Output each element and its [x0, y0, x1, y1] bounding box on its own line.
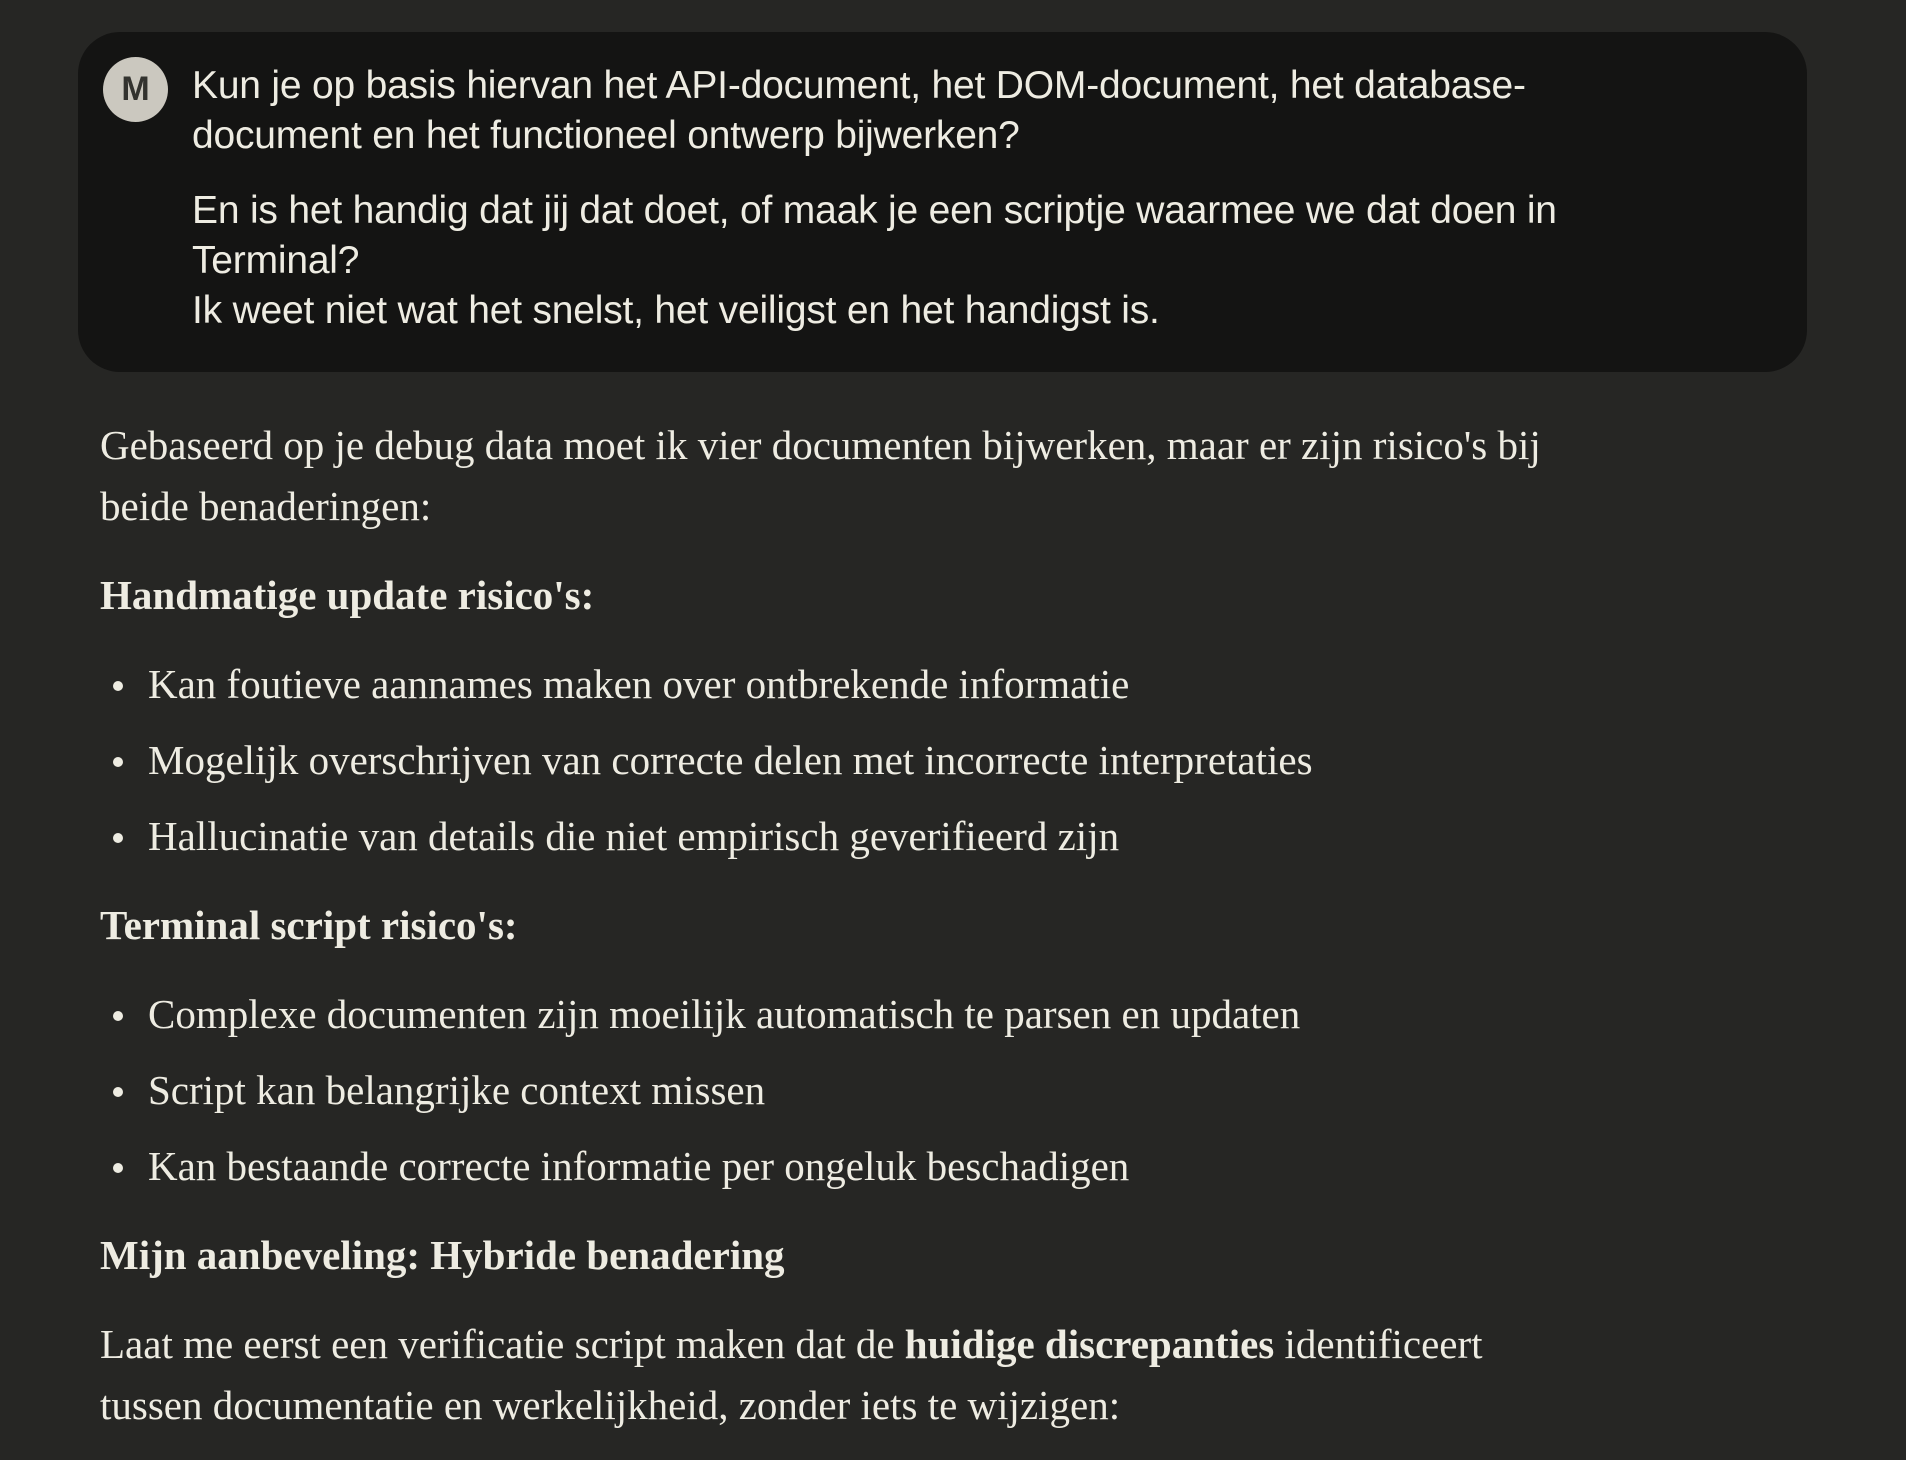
- assistant-message: [100, 415, 1860, 1460]
- user-paragraph: [192, 186, 1557, 336]
- list-item: Kan bestaande correcte informatie per ongeluk beschadigen: [100, 1136, 1860, 1197]
- assistant-intro-paragraph: [100, 415, 1860, 537]
- list-item: Script kan belangrijke context missen: [100, 1060, 1860, 1121]
- section-heading-recommendation: Mijn aanbeveling: Hybride benadering: [100, 1232, 785, 1278]
- closing-text: Laat me eerst een verificatie script maken dat de: [100, 1321, 905, 1367]
- user-message-text: [192, 61, 1557, 336]
- user-text-line: Ik weet niet wat het snelst, het veiligst en het handigst is.: [192, 289, 1160, 332]
- closing-bold-text: huidige discrepanties: [904, 1321, 1275, 1367]
- user-message-bubble: [78, 32, 1807, 372]
- assistant-text-line: tussen documentatie en werkelijkheid, zonder iets te wijzigen:: [100, 1382, 1121, 1428]
- user-text-line: Kun je op basis hiervan het API-document, het DOM-document, het database-: [192, 64, 1526, 107]
- assistant-text-line: beide benaderingen:: [100, 483, 432, 529]
- list-item: Complexe documenten zijn moeilijk automatisch te parsen en updaten: [100, 984, 1860, 1045]
- user-text-line: En is het handig dat jij dat doet, of maak je een scriptje waarmee we dat doen in: [192, 189, 1557, 232]
- assistant-text-line: [100, 1314, 1860, 1375]
- list-item: Mogelijk overschrijven van correcte delen met incorrecte interpretaties: [100, 730, 1860, 791]
- user-avatar-initial: M: [121, 70, 150, 108]
- user-avatar: [103, 57, 168, 122]
- closing-text: identificeert: [1274, 1321, 1483, 1367]
- user-paragraph: [192, 61, 1557, 161]
- terminal-risks-list: [100, 984, 1860, 1197]
- assistant-text-line: Gebaseerd op je debug data moet ik vier documenten bijwerken, maar er zijn risico's bij: [100, 422, 1541, 468]
- assistant-closing-paragraph: [100, 1314, 1860, 1436]
- manual-risks-list: [100, 654, 1860, 867]
- user-text-line: document en het functioneel ontwerp bijwerken?: [192, 114, 1020, 157]
- section-heading-manual-risks: Handmatige update risico's:: [100, 572, 595, 618]
- list-item: Hallucinatie van details die niet empirisch geverifieerd zijn: [100, 806, 1860, 867]
- list-item: Kan foutieve aannames maken over ontbrekende informatie: [100, 654, 1860, 715]
- user-text-line: Terminal?: [192, 239, 360, 282]
- section-heading-terminal-risks: Terminal script risico's:: [100, 902, 518, 948]
